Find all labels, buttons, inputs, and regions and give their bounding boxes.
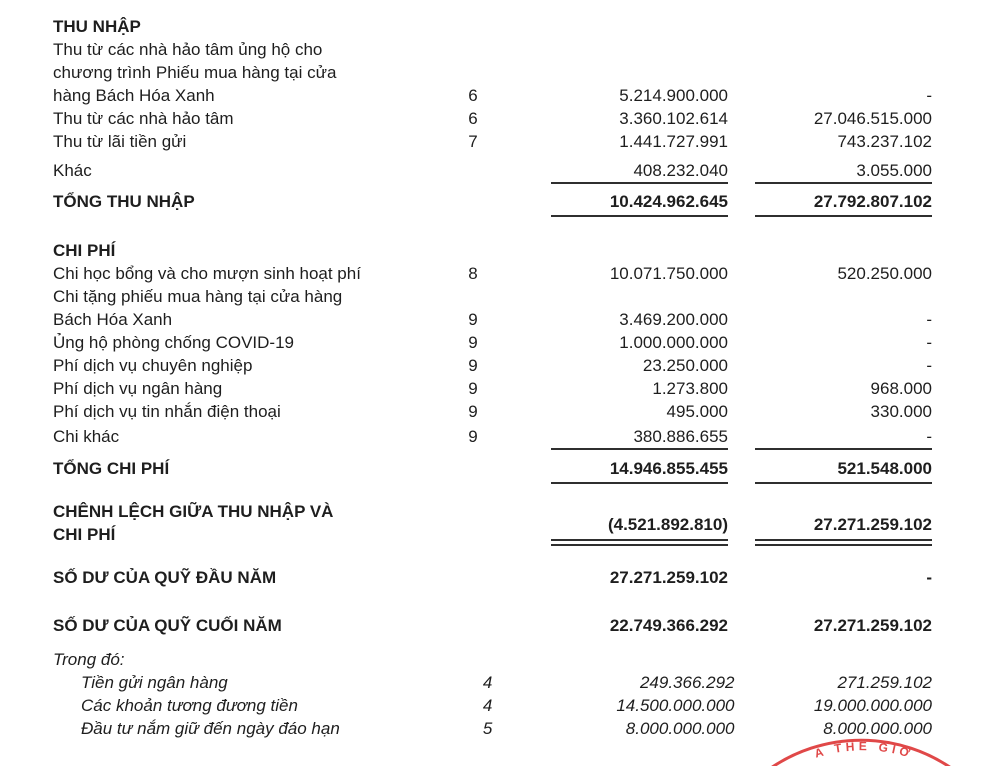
- prior-year-value: 271.259.102: [837, 673, 932, 692]
- column-rule: [53, 482, 932, 484]
- row-label: Chi khác: [53, 427, 120, 446]
- prior-year-value: 968.000: [870, 379, 932, 398]
- prior-year-value: 330.000: [870, 402, 932, 421]
- note-ref: 5: [482, 719, 493, 738]
- income-section-header: [53, 15, 932, 38]
- note-ref: 6: [468, 86, 478, 105]
- current-year-value: 1.273.800: [652, 379, 728, 398]
- note-ref: 6: [468, 109, 478, 128]
- current-year-value: 380.886.655: [633, 427, 728, 446]
- row-label: SỐ DƯ CỦA QUỸ ĐẦU NĂM: [53, 568, 277, 587]
- current-year-total: 14.946.855.455: [609, 459, 728, 478]
- current-year-value: 27.271.259.102: [609, 568, 728, 587]
- current-year-value: 495.000: [666, 402, 728, 421]
- expense-section-header: [53, 239, 932, 262]
- current-year-value: (4.521.892.810): [493, 513, 728, 546]
- closing-balance-row: [53, 614, 932, 637]
- current-year-value: 3.360.102.614: [619, 109, 728, 128]
- stamp-text: A THẾ GIỚ: [812, 739, 916, 762]
- prior-year-value: -: [926, 356, 932, 375]
- surplus-deficit-row: [53, 500, 932, 546]
- section-title: CHI PHÍ: [53, 241, 116, 260]
- prior-year-value: 8.000.000.000: [823, 719, 932, 738]
- prior-year-value: 3.055.000: [856, 161, 932, 180]
- table-row: [53, 38, 932, 107]
- current-year-value: 14.500.000.000: [616, 696, 735, 715]
- column-rule: [53, 448, 932, 450]
- svg-text:A THẾ GIỚ: [813, 738, 916, 761]
- prior-year-total: 521.548.000: [837, 459, 932, 478]
- row-label: CHÊNH LỆCH GIỮA THU NHẬP VÀ CHI PHÍ: [53, 502, 334, 544]
- prior-year-value: -: [926, 568, 932, 587]
- table-row: [53, 331, 932, 354]
- opening-balance-row: [53, 566, 932, 589]
- table-row: [53, 694, 932, 717]
- total-label: TỔNG CHI PHÍ: [53, 459, 170, 478]
- double-rule: [551, 539, 728, 546]
- current-year-value: 1.000.000.000: [619, 333, 728, 352]
- note-ref: 9: [468, 310, 478, 329]
- column-rule: [53, 215, 932, 217]
- prior-year-value: -: [926, 333, 932, 352]
- current-year-value: 10.071.750.000: [609, 264, 728, 283]
- prior-year-value: -: [926, 310, 932, 329]
- note-ref: 9: [468, 356, 478, 375]
- current-year-value: 22.749.366.292: [609, 616, 728, 635]
- current-year-value: 8.000.000.000: [625, 719, 735, 738]
- row-label: Ủng hộ phòng chống COVID-19: [53, 333, 294, 352]
- current-year-value: 1.441.727.991: [619, 132, 728, 151]
- note-ref: 9: [468, 402, 478, 421]
- note-ref: 9: [468, 379, 478, 398]
- row-label: Thu từ lãi tiền gửi: [53, 132, 187, 151]
- prior-year-value: -: [926, 86, 932, 105]
- row-label: Các khoản tương đương tiền: [81, 696, 298, 715]
- row-label: Thu từ các nhà hảo tâm: [53, 109, 234, 128]
- row-label: Tiền gửi ngân hàng: [81, 673, 228, 692]
- section-title: THU NHẬP: [53, 17, 141, 36]
- table-row: [53, 159, 932, 182]
- current-year-value: 408.232.040: [633, 161, 728, 180]
- prior-year-value: 27.271.259.102: [728, 513, 932, 546]
- prior-year-value: -: [926, 427, 932, 446]
- row-label: Khác: [53, 161, 92, 180]
- row-label: Thu từ các nhà hảo tâm ủng hộ cho chương trình Phiếu mua hàng tại cửa hàng Bách Hóa Xanh: [53, 40, 337, 105]
- row-label: Chi tặng phiếu mua hàng tại cửa hàng Bách Hóa Xanh: [53, 287, 343, 329]
- current-year-total: 10.424.962.645: [609, 192, 728, 211]
- prior-year-total: 27.792.807.102: [813, 192, 932, 211]
- row-label: Đầu tư nắm giữ đến ngày đáo hạn: [81, 719, 340, 738]
- row-label: Phí dịch vụ ngân hàng: [53, 379, 223, 398]
- row-label: SỐ DƯ CỦA QUỸ CUỐI NĂM: [53, 616, 282, 635]
- table-row: [53, 425, 932, 448]
- table-row: [53, 130, 932, 153]
- note-ref: 4: [482, 696, 493, 715]
- current-year-value: 23.250.000: [642, 356, 728, 375]
- note-ref: 7: [468, 132, 478, 151]
- column-rule: [53, 182, 932, 184]
- current-year-value: 3.469.200.000: [619, 310, 728, 329]
- prior-year-value: 19.000.000.000: [813, 696, 932, 715]
- note-ref: 9: [468, 333, 478, 352]
- prior-year-value: 27.046.515.000: [813, 109, 932, 128]
- row-label: Phí dịch vụ chuyên nghiệp: [53, 356, 253, 375]
- breakdown-heading: Trong đó:: [53, 650, 125, 669]
- note-ref: 4: [482, 673, 493, 692]
- table-row: [53, 400, 932, 423]
- income-total-row: [53, 190, 932, 213]
- expense-total-row: [53, 457, 932, 480]
- prior-year-value: 520.250.000: [837, 264, 932, 283]
- table-row: [53, 107, 932, 130]
- row-label: Phí dịch vụ tin nhắn điện thoại: [53, 402, 281, 421]
- note-ref: 9: [468, 427, 478, 446]
- double-rule: [755, 539, 932, 546]
- table-row: [53, 285, 932, 331]
- prior-year-value: 27.271.259.102: [813, 616, 932, 635]
- current-year-value: 5.214.900.000: [619, 86, 728, 105]
- table-row: [53, 262, 932, 285]
- prior-year-value: 743.237.102: [837, 132, 932, 151]
- current-year-value: 249.366.292: [639, 673, 735, 692]
- red-stamp-icon: [766, 736, 956, 766]
- table-row: [53, 671, 932, 694]
- table-row: [53, 377, 932, 400]
- table-row: [53, 354, 932, 377]
- note-ref: 8: [468, 264, 478, 283]
- row-label: Chi học bổng và cho mượn sinh hoạt phí: [53, 264, 361, 283]
- total-label: TỔNG THU NHẬP: [53, 192, 195, 211]
